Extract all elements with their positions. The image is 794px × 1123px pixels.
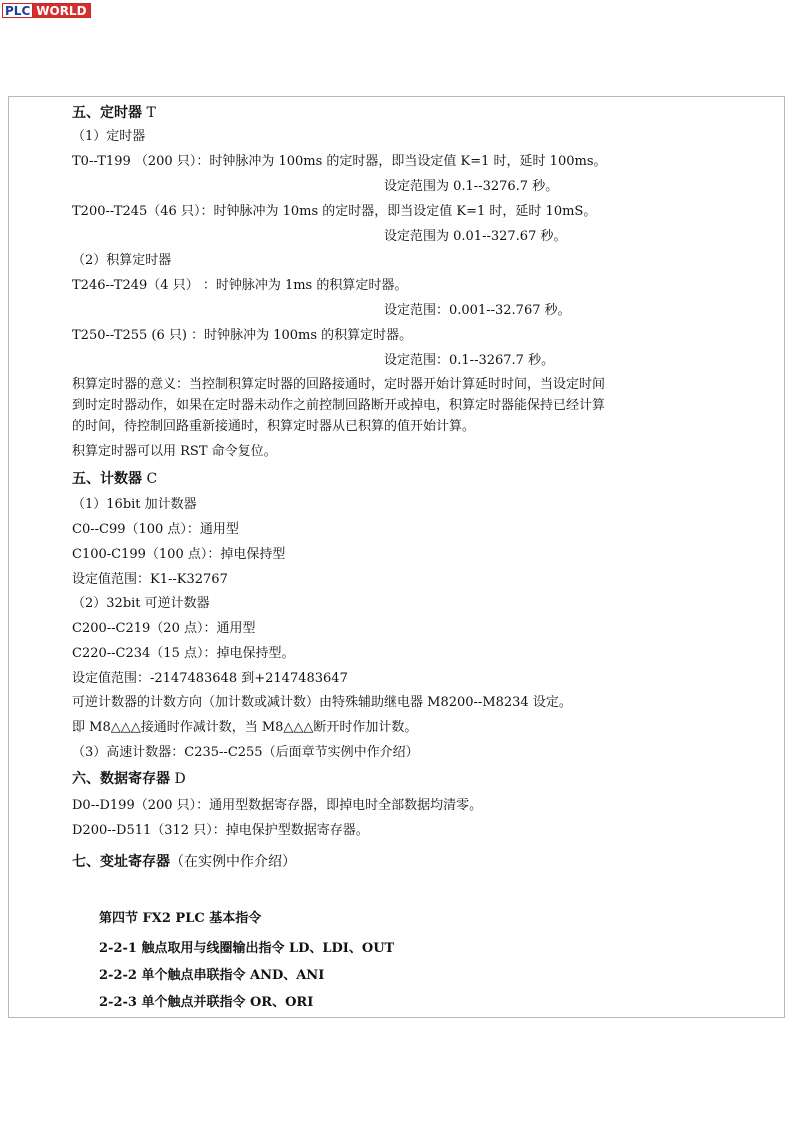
timer-line-t246-t249: T246--T249（4 只） ：时钟脉冲为 1ms 的积算定时器。 bbox=[72, 278, 408, 293]
section-title-basic-instructions: 第四节 FX2 PLC 基本指令 bbox=[99, 911, 262, 926]
counter-line: C220--C234（15 点）：掉电保持型。 bbox=[72, 646, 295, 661]
section-heading-index-registers: 七、变址寄存器（在实例中作介绍） bbox=[72, 854, 296, 870]
timer-line-t250-t255: T250--T255 (6 只) ：时钟脉冲为 100ms 的积算定时器。 bbox=[72, 328, 413, 343]
counter-line: 即 M8△△△接通时作减计数，当 M8△△△断开时作加计数。 bbox=[72, 720, 418, 735]
timer-line-t200-t245: T200--T245（46 只）：时钟脉冲为 10ms 的定时器，即当设定值 K=1 时，延时 10mS。 bbox=[72, 204, 597, 219]
timer-range-4: 设定范围：0.1--3267.7 秒。 bbox=[384, 353, 555, 368]
counter-line: C200--C219（20 点）：通用型 bbox=[72, 621, 256, 636]
register-line: D0--D199（200 只）：通用型数据寄存器，即掉电时全部数据均清零。 bbox=[72, 798, 483, 813]
timer-line-t0-t199: T0--T199 （200 只）：时钟脉冲为 100ms 的定时器，即当设定值 K=1 时，延时 100ms。 bbox=[72, 154, 607, 169]
timer-range-2: 设定范围为 0.01--327.67 秒。 bbox=[384, 229, 567, 244]
paragraph-line: 积算定时器可以用 RST 命令复位。 bbox=[72, 444, 277, 459]
logo-world: WORLD bbox=[32, 3, 90, 18]
paragraph-line: 到时定时器动作，如果在定时器未动作之前控制回路断开或掉电，积算定时器能保持已经计算 bbox=[72, 398, 606, 413]
section-heading-data-registers: 六、数据寄存器 D bbox=[72, 771, 186, 787]
subheading-retentive-timer: （2）积算定时器 bbox=[72, 253, 172, 268]
paragraph-line: 积算定时器的意义：当控制积算定时器的回路接通时，定时器开始计算延时时间，当设定时间 bbox=[72, 377, 606, 392]
subheading-timer: （1）定时器 bbox=[72, 129, 146, 144]
counter-line: 可逆计数器的计数方向（加计数或减计数）由特殊辅助继电器 M8200--M8234 设定。 bbox=[72, 695, 572, 710]
subheading-32bit-counter: （2）32bit 可逆计数器 bbox=[72, 596, 210, 611]
timer-range-3: 设定范围：0.001--32.767 秒。 bbox=[384, 303, 571, 318]
counter-range: 设定值范围：K1--K32767 bbox=[72, 572, 228, 587]
counter-range: 设定值范围：-2147483648 到+2147483647 bbox=[72, 671, 348, 686]
instruction-item: 2-2-1 触点取用与线圈输出指令 LD、LDI、OUT bbox=[99, 941, 395, 956]
paragraph-line: 的时间，待控制回路重新接通时，积算定时器从已积算的值开始计算。 bbox=[72, 419, 476, 434]
plcworld-logo bbox=[2, 3, 91, 18]
counter-line: C100-C199（100 点）：掉电保持型 bbox=[72, 547, 286, 562]
counter-line: C0--C99（100 点）：通用型 bbox=[72, 522, 239, 537]
instruction-item: 2-2-3 单个触点并联指令 OR、ORI bbox=[99, 995, 314, 1010]
section-heading-timers: 五、定时器 T bbox=[72, 105, 156, 121]
register-line: D200--D511（312 只）：掉电保护型数据寄存器。 bbox=[72, 823, 369, 838]
logo-plc: PLC bbox=[2, 3, 32, 18]
timer-range-1: 设定范围为 0.1--3276.7 秒。 bbox=[384, 179, 559, 194]
instruction-item: 2-2-2 单个触点串联指令 AND、ANI bbox=[99, 968, 325, 983]
counter-line: （3）高速计数器：C235--C255（后面章节实例中作介绍） bbox=[72, 745, 419, 760]
subheading-16bit-counter: （1）16bit 加计数器 bbox=[72, 497, 197, 512]
section-heading-counters: 五、计数器 C bbox=[72, 471, 158, 487]
